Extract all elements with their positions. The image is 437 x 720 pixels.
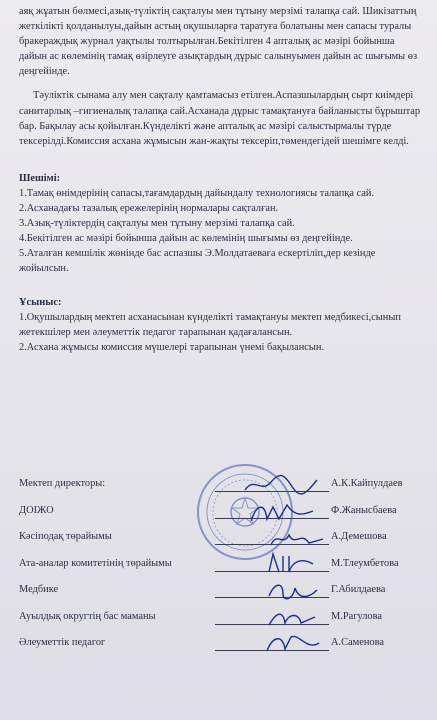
- handwritten-signature-icon: [247, 501, 317, 527]
- signatory-name: М.Тлеумбетова: [331, 557, 399, 569]
- signature-row: [19, 505, 427, 532]
- signature-row: [19, 531, 427, 558]
- signatory-role: Әлеуметтік педагог: [19, 637, 106, 648]
- signature-row: [19, 637, 427, 664]
- signatory-name: А.К.Кайпулдаев: [331, 478, 403, 489]
- signature-row: [19, 558, 427, 585]
- signatory-role: Кәсіподақ төрайымы: [19, 531, 112, 542]
- document-body: [19, 4, 425, 373]
- signatory-role: Ата-аналар комитетінің төрайымы: [19, 557, 172, 569]
- signatory-name: А.Саменова: [331, 637, 384, 648]
- decision-item: 5.Аталған кемшілік жөнінде бас аспазшы Э.Молдатаевағa ескертіліп,дер кезінде жойылсын.: [19, 248, 376, 275]
- signature-row: [19, 478, 427, 505]
- decision-list: [19, 186, 425, 277]
- handwritten-signature-icon: [263, 550, 323, 578]
- signatory-role: Ауылдық округтің бас маманы: [19, 610, 156, 622]
- paragraph-inspection-findings: аяқ жұатын бөлмесі,азық-түліктің сақталуы мен тұтыну мерзімі талапқа сай. Шикізаттың жеткілікті қолданылуы,дайын астың оқушыларға таратуға болатыны мен сапасы туралы бракераждық журнал уақтылы толтырылған.Бекітілген 4 апталық ас мәзірі бойынша дайын ас көлемінің тамақ өзірлеуге азықтардың дұрыс салынуымен дайын ас шығымы өз деңгейінде.: [19, 6, 418, 78]
- signature-row: [19, 584, 427, 611]
- decision-item: 3.Азық-түліктердің сақталуы мен тұтыну мерзімі талапқа сай.: [19, 218, 295, 230]
- decision-item: 2.Асханадағы тазалық ережелерінің нормалары сақталған.: [19, 203, 279, 215]
- handwritten-signature-icon: [265, 607, 321, 631]
- signatory-role: ДОІЖО: [19, 504, 54, 516]
- signatory-name: Г.Абилдаева: [331, 584, 386, 595]
- signatory-role: Мектеп директоры:: [19, 478, 106, 489]
- decision-heading: Шешімі:: [19, 172, 61, 184]
- recommendation-heading: Ұсыныс:: [19, 296, 62, 308]
- decision-item: 4.Бекітілген ас мәзірі бойынша дайын ас көлемінің шығымы өз деңгейінде.: [19, 233, 353, 245]
- handwritten-signature-icon: [263, 631, 323, 657]
- signatory-role: Медбике: [19, 584, 59, 595]
- decision-item: 1.Тамақ өнімдерінің сапасы,тағамдардың дайындалу технологиясы талапқа сай.: [19, 187, 375, 199]
- handwritten-signature-icon: [265, 580, 321, 604]
- handwritten-signature-icon: [241, 472, 321, 498]
- recommendation-item: 2.Асхана жұмысы комиссия мүшелері тарапынан үнемі бақылансын.: [19, 341, 325, 353]
- signatory-name: М.Рагулова: [331, 610, 382, 622]
- signature-row: [19, 611, 427, 638]
- signatory-name: А.Демешова: [331, 531, 387, 542]
- handwritten-signature-icon: [267, 527, 327, 551]
- paragraph-inspection-conclusion: Тәуліктік сынама алу мен сақталу қамтамасыз етілген.Аспазшылардың сырт киімдері санитарлық –гигиеналық талапқа сай.Асханада дұрыс тамақтануға байланысты бұрыштар бар. Бақылау асы қойылған.Күнделікті және апталық ас мәзірі салыстырмалы түрде тексерілді.Комиссия асхана жұмысын жан-жақты тексеріп,төмендегідей шешімге келді.: [19, 90, 421, 147]
- recommendation-item: 1.Оқушылардың мектеп асханасынан күнделікті тамақтануы мектеп медбикесі,сынып жетекшілер мен әлеуметтік педагог тарапынан қадағалансын.: [19, 311, 401, 338]
- signatory-name: Ф.Жанысбаева: [331, 504, 397, 516]
- signature-block: [19, 478, 427, 664]
- recommendation-list: [19, 310, 425, 355]
